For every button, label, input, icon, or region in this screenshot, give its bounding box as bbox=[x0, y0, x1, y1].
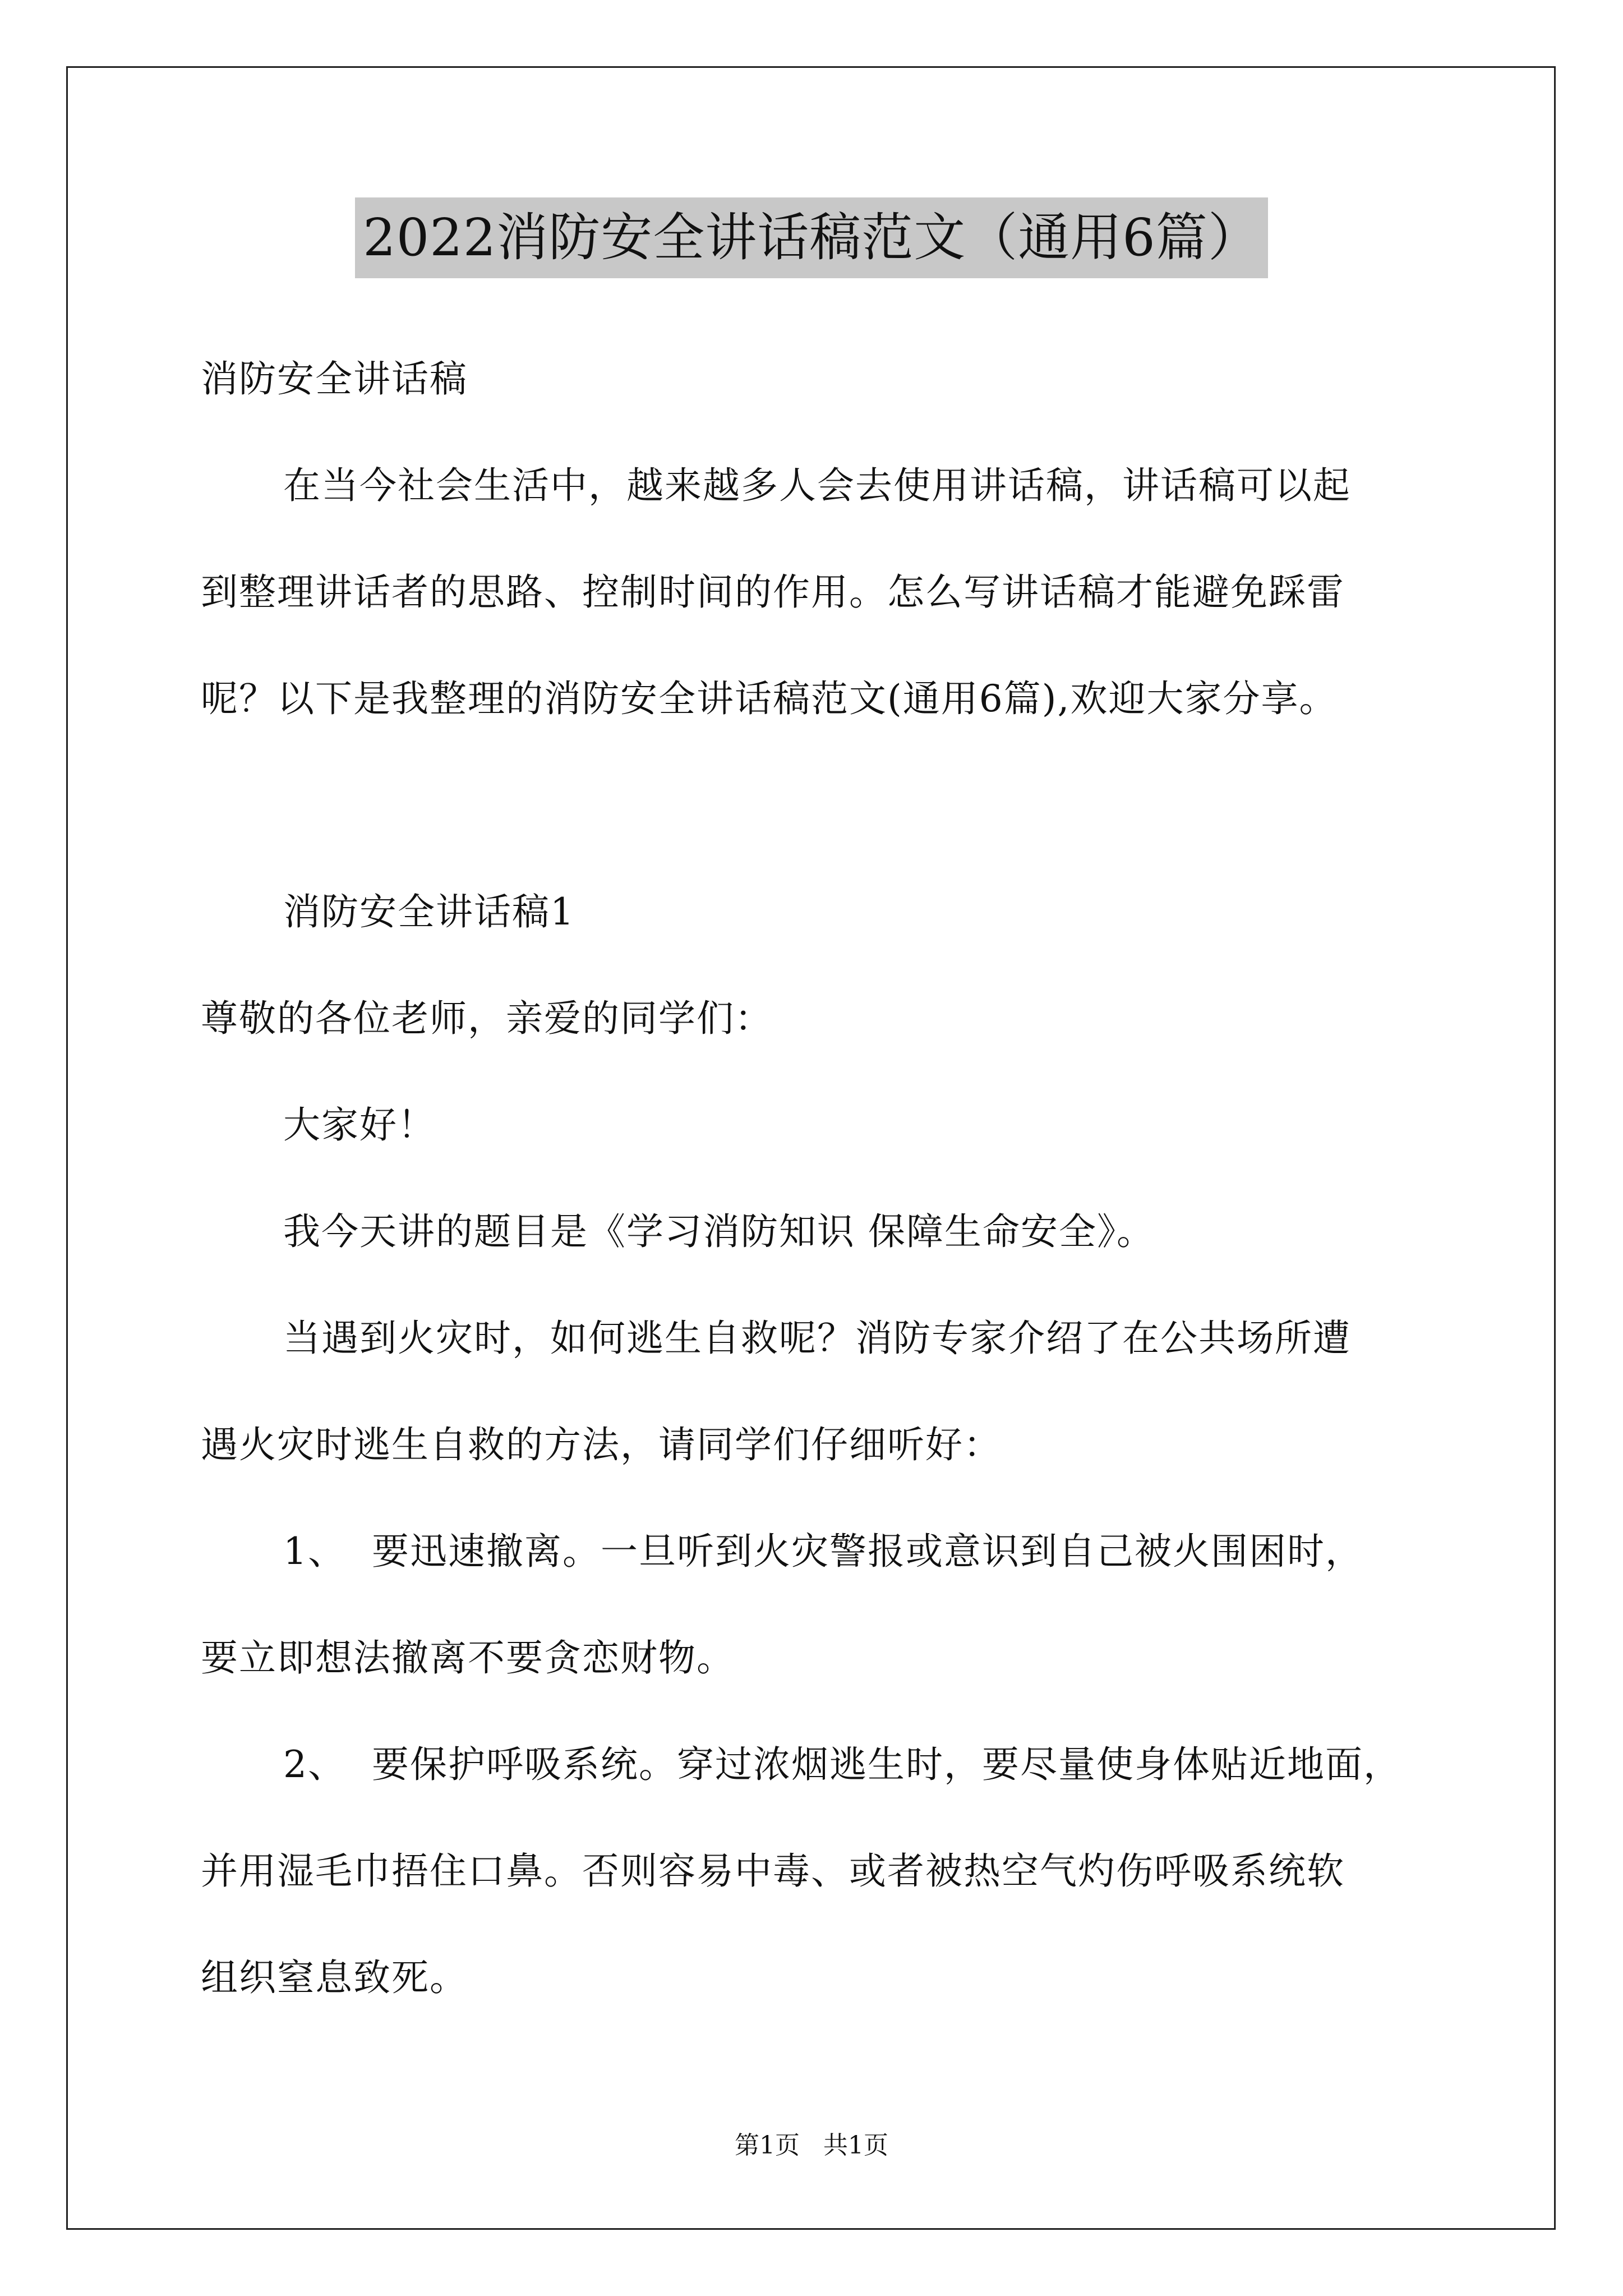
greeting: 大家好！ bbox=[283, 1103, 436, 1147]
document-title: 2022消防安全讲话稿范文（通用6篇） bbox=[355, 197, 1268, 278]
paragraph-line: 组织窒息致死。 bbox=[201, 1956, 468, 1999]
section-heading: 消防安全讲话稿 bbox=[201, 357, 468, 401]
list-item: 1、 要迅速撤离。一旦听到火灾警报或意识到自己被火围困时， bbox=[283, 1530, 1363, 1573]
paragraph-line: 呢？以下是我整理的消防安全讲话稿范文(通用6篇),欢迎大家分享。 bbox=[201, 677, 1338, 720]
speech-heading: 消防安全讲话稿1 bbox=[283, 890, 575, 933]
paragraph-line: 到整理讲话者的思路、控制时间的作用。怎么写讲话稿才能避免踩雷 bbox=[201, 570, 1345, 614]
paragraph-line: 要立即想法撤离不要贪恋财物。 bbox=[201, 1636, 735, 1680]
paragraph-line: 遇火灾时逃生自救的方法，请同学们仔细听好： bbox=[201, 1423, 1002, 1466]
salutation: 尊敬的各位老师，亲爱的同学们： bbox=[201, 997, 773, 1040]
list-item: 2、 要保护呼吸系统。穿过浓烟逃生时，要尽量使身体贴近地面， bbox=[283, 1743, 1401, 1786]
paragraph-line: 当遇到火灾时，如何逃生自救呢？消防专家介绍了在公共场所遭 bbox=[283, 1317, 1351, 1360]
paragraph-line: 我今天讲的题目是《学习消防知识 保障生命安全》。 bbox=[283, 1210, 1155, 1253]
paragraph-line: 并用湿毛巾捂住口鼻。否则容易中毒、或者被热空气灼伤呼吸系统软 bbox=[201, 1849, 1345, 1893]
paragraph-line: 在当今社会生活中，越来越多人会去使用讲话稿，讲话稿可以起 bbox=[283, 464, 1351, 507]
page-footer: 第1页 共1页 bbox=[735, 2131, 888, 2160]
title-container bbox=[0, 197, 1623, 278]
